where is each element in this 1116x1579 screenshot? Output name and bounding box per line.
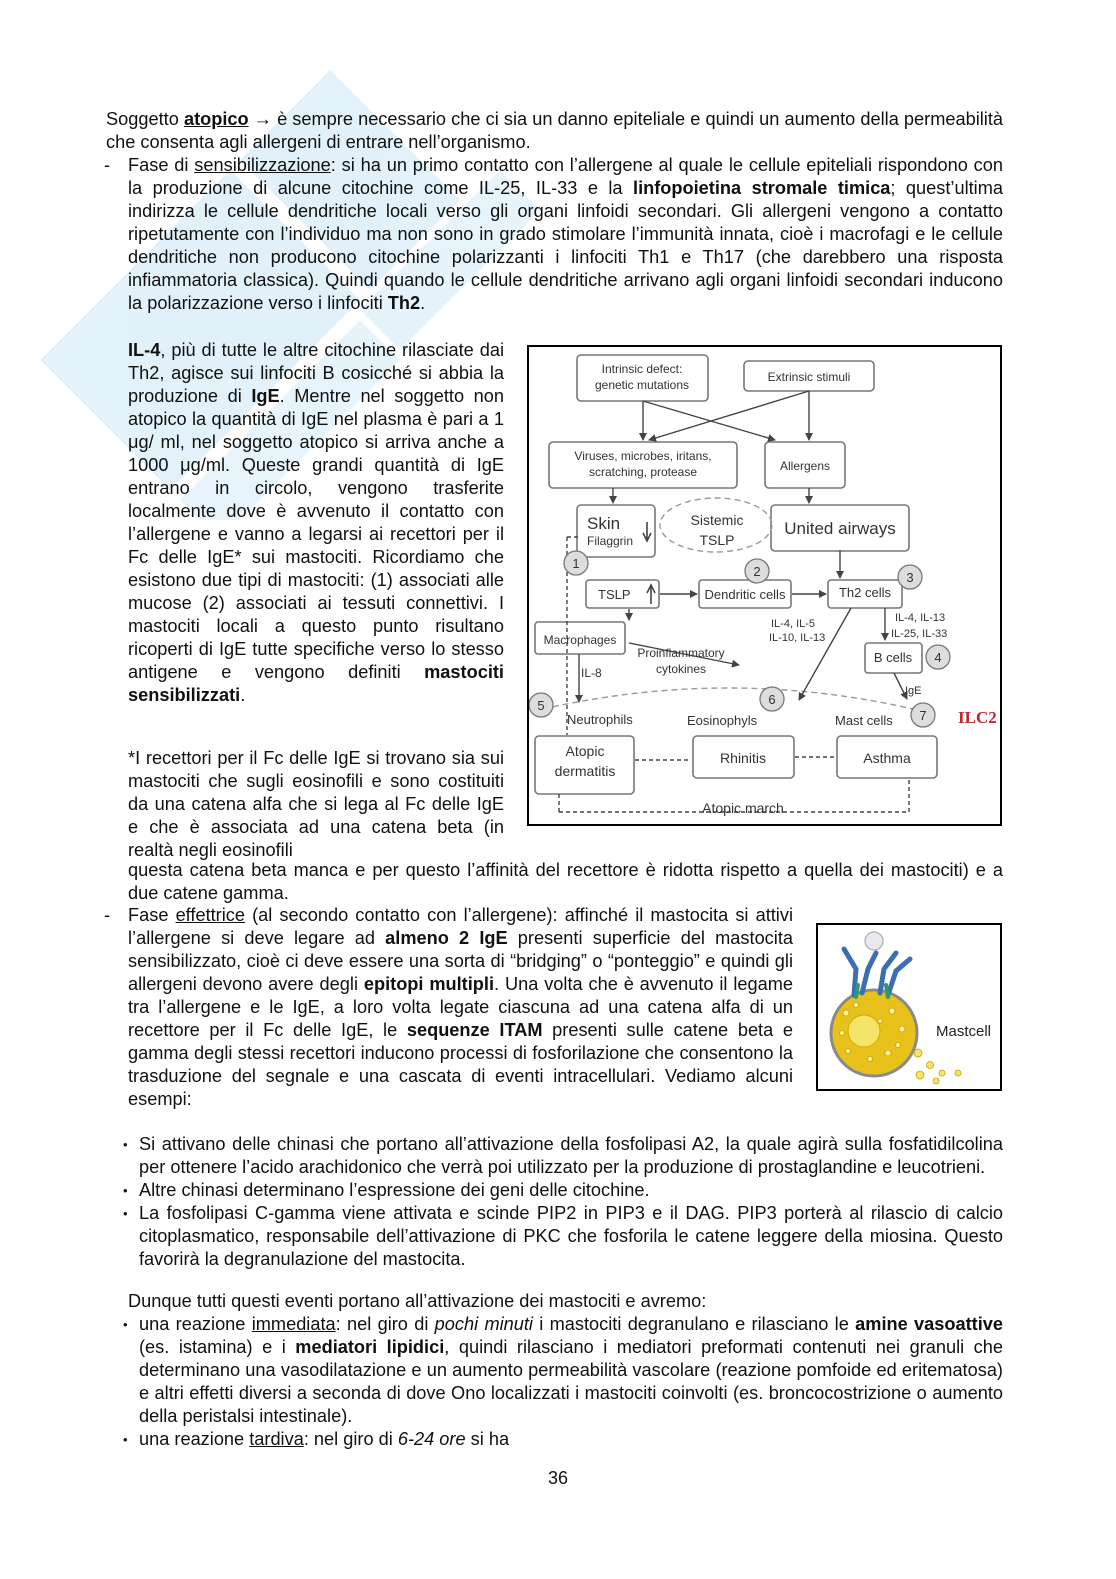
svg-text:cytokines: cytokines	[655, 662, 707, 676]
list-item: • Si attivano delle chinasi che portano all’attivazione della fosfolipasi A2, la quale agirà sulla fosfatidilcolina per ottenere l’acido arachidonico che verrà poi utilizzato per la produzione di prostaglandine e leucotrieni.	[123, 1134, 1003, 1177]
svg-text:Sistemic: Sistemic	[690, 512, 744, 528]
svg-text:Atopic march: Atopic march	[702, 800, 784, 816]
svg-text:3: 3	[906, 570, 914, 585]
svg-text:Rhinitis: Rhinitis	[720, 750, 766, 766]
svg-text:TSLP: TSLP	[699, 532, 735, 548]
effector-paragraph: - Fase effettrice (al secondo contatto con l’allergene): affinché il mastocita si attivi l’allergene si deve legare ad almeno 2 IgE presenti superficie del mastocita sensibilizzato, cioè ci deve essere una sorta di “bridging” o “ponteggio” e quindi gli allergeni devono avere degli epitopi multipli. Una volta che è avvenuto il legame tra l’allergene e le IgE, a loro volta legate ciascuna ad una catena alfa di un recettore per il Fc delle IgE, le sequenze ITAM presenti sulle catene beta e gamma degli stessi recettori inducono processi di fosforilazione che consentono la trasduzione del segnale e una cascata di eventi intracellulari. Vediamo alcuni esempi:	[104, 905, 793, 1109]
fc-receptor-note: *I recettori per il Fc delle IgE si trovano sia sui mastociti che sugli eosinofili e sono costituiti da una catena alfa che si lega al Fc delle IgE e che è associata ad una catena beta (in realtà negli eosinofili	[128, 748, 504, 860]
svg-text:B cells: B cells	[873, 650, 913, 665]
svg-text:7: 7	[919, 708, 927, 723]
svg-text:IL-8: IL-8	[581, 666, 602, 680]
atopic-march-diagram	[527, 345, 1002, 826]
atopic-march-svg	[529, 347, 1000, 824]
svg-text:2: 2	[753, 564, 761, 579]
svg-text:TSLP: TSLP	[598, 587, 631, 602]
svg-text:Skin: Skin	[587, 514, 621, 533]
bullet-list-signalling	[123, 1133, 1003, 1271]
sensitization-paragraph: - Fase di sensibilizzazione: si ha un primo contatto con l’allergene al quale le cellule epiteliali rispondono con la produzione di alcune citochine come IL-25, IL-33 e la linfopoietina stromale timica; quest’ultima indirizza le cellule dendritiche locali verso gli organi linfoidi secondari. Gli allergeni vengono a contatto ripetutamente con l’individuo ma non sono in grado stimolare l’immunità innata, cioè i macrofagi e le cellule dendritiche non producono citochine polarizzanti i linfociti Th1 e Th17 (che darebbero una risposta infiammatoria classica). Quindi quando le cellule dendritiche arrivano agli organi linfoidi secondari inducono la polarizzazione verso i linfociti Th2.	[104, 155, 1003, 313]
mastcell-figure	[816, 923, 1002, 1091]
svg-text:scratching, protease: scratching, protease	[588, 465, 698, 479]
bullet-list-reactions	[123, 1313, 1004, 1451]
svg-text:dermatitis: dermatitis	[554, 763, 616, 779]
svg-text:5: 5	[537, 698, 545, 713]
svg-text:Atopic: Atopic	[565, 743, 605, 759]
cells-dashed-arc	[543, 688, 913, 709]
il4-paragraph: IL-4, più di tutte le altre citochine rilasciate dai Th2, agisce sui linfociti B cosicché si abbia la produzione di IgE. Mentre nel soggetto non atopico la quantità di IgE nel plasma è pari a 1 μg/ ml, nel soggetto atopico si arriva anche a 1000 μg/ml. Queste grandi quantità di IgE entrano in circolo, vengono trasferite localmente dove è avvenuto il contatto con l’allergene e vanno a legarsi ai recettori per il Fc delle IgE* sui mastociti. Ricordiamo che esistono due tipi di mastociti: (1) associati alle mucose (2) associati ai tessuti connettivi. I mastociti locali a questo punto risultano ricoperti di IgE tutte specifiche verso lo stesso antigene e vengono definiti mastociti sensibilizzati.	[128, 340, 505, 705]
list-item-immediate: • una reazione immediata: nel giro di pochi minuti i mastociti degranulano e rilasciano le amine vasoattive (es. istamina) e i mediatori lipidici, quindi rilasciano i mediatori preformati contenuti nei granuli che determinano una vasodilatazione e un aumento permeabilità vascolare (reazione pomfoide ed eritematosa) e altri effetti diversi a seconda di dove Ono localizzati i mastociti coinvolti (es. broncocostrizione o aumento della peristalsi intestinale).	[123, 1314, 1004, 1426]
svg-text:6: 6	[768, 692, 776, 707]
svg-text:IL-10, IL-13: IL-10, IL-13	[769, 632, 826, 644]
svg-text:Proinflammatory: Proinflammatory	[637, 646, 725, 660]
svg-text:IL-4, IL-13: IL-4, IL-13	[895, 612, 946, 624]
mastcell-svg	[818, 925, 1000, 1089]
svg-text:Extrinsic stimuli: Extrinsic stimuli	[767, 370, 851, 384]
list-item: • Altre chinasi determinano l’espressione dei geni delle citochine.	[123, 1180, 650, 1200]
svg-text:IL-25, IL-33: IL-25, IL-33	[891, 628, 948, 640]
svg-text:Th2 cells: Th2 cells	[838, 585, 892, 600]
svg-text:Asthma: Asthma	[863, 750, 911, 766]
svg-text:Allergens: Allergens	[779, 459, 831, 473]
fc-receptor-note-continued: questa catena beta manca e per questo l’affinità del recettore è ridotta rispetto a quella dei mastociti) e a due catene gamma.	[128, 860, 1003, 903]
list-item: • La fosfolipasi C-gamma viene attivata e scinde PIP2 in PIP3 e il DAG. PIP3 porterà al rilascio di calcio citoplasmatico, responsabile dell’attivazione di PKC che fosforila le catene leggere della miosina. Questo favorirà la degranulazione del mastocita.	[123, 1203, 1003, 1269]
list-item-late: • una reazione tardiva: nel giro di 6-24 ore si ha	[123, 1429, 510, 1449]
svg-text:1: 1	[572, 556, 580, 571]
svg-text:4: 4	[934, 650, 942, 665]
svg-text:United airways: United airways	[784, 519, 896, 538]
svg-text:Macrophages: Macrophages	[543, 633, 617, 647]
svg-text:Eosinophyls: Eosinophyls	[687, 713, 758, 728]
page-number: 36	[547, 1468, 569, 1488]
svg-text:Mast cells: Mast cells	[835, 713, 893, 728]
svg-text:Filaggrin: Filaggrin	[587, 534, 634, 548]
svg-text:Dendritic cells: Dendritic cells	[704, 587, 786, 602]
ilc2-label: ILC2	[958, 708, 997, 727]
svg-text:Viruses, microbes, iritans,: Viruses, microbes, iritans,	[574, 449, 712, 463]
intro-paragraph: Soggetto atopico → è sempre necessario che ci sia un danno epiteliale e quindi un aumento della permeabilità che consenta agli allergeni di entrare nell’organismo.	[106, 109, 1004, 152]
svg-text:IgE: IgE	[905, 685, 922, 697]
dunque-sentence: Dunque tutti questi eventi portano all’attivazione dei mastociti e avremo:	[128, 1291, 707, 1311]
svg-text:genetic mutations: genetic mutations	[594, 378, 690, 392]
svg-text:Intrinsic defect:: Intrinsic defect:	[601, 362, 683, 376]
mastcell-label: Mastcell	[936, 1023, 992, 1040]
svg-text:IL-4, IL-5: IL-4, IL-5	[771, 618, 816, 630]
svg-text:Neutrophils: Neutrophils	[567, 712, 633, 727]
